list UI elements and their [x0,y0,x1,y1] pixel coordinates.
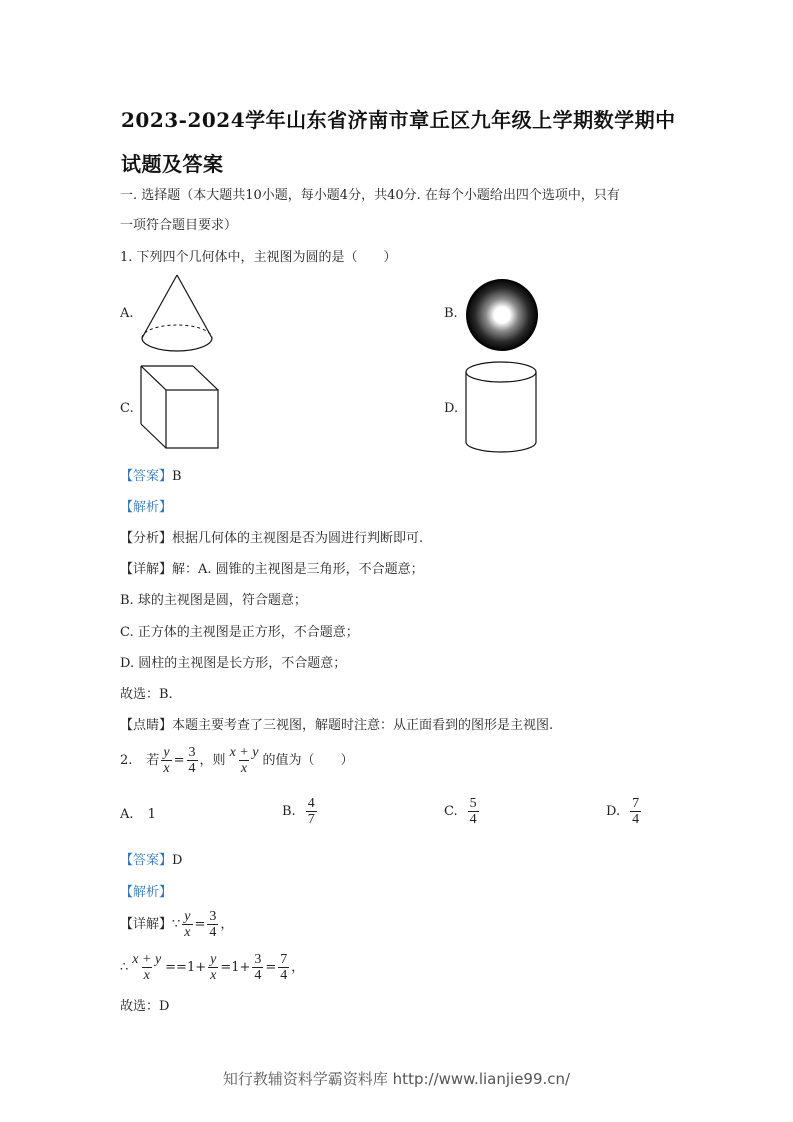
because-symbol: ∵ [172,916,181,932]
fraction-y-over-x: $\frac{y}{x}$ [210,952,217,983]
q2-option-b: B. $\frac{4}{7}$ [282,796,315,827]
fraction-xy-over-x: $\frac{x + y}{x}$ [229,745,259,776]
q2-choose: 故选：D [120,999,170,1014]
answer-value: D [172,853,183,868]
q1-option-c-label: C. [120,401,134,416]
cylinder-figure [464,360,538,456]
q1-analysis-tag: 【解析】 [120,500,173,515]
fraction-3-over-4: $\frac{3}{4}$ [254,952,262,983]
q1-answer [120,468,182,486]
q2-number: 2. [120,752,133,768]
q1-option-b-label: B. [444,306,458,321]
q2-then: ，则 [199,752,226,768]
footer-link[interactable]: 知行教辅资料学霸资料库 http://www.lianjie99.cn/ [222,1070,571,1088]
q1-stem: 1. 下列四个几何体中，主视图为圆的是（ ） [120,250,397,265]
fraction-xy-over-x: $\frac{x + y}{x}$ [132,952,162,983]
q1-choose: 故选：B. [120,687,173,702]
fraction-7-over-4: $\frac{7}{4}$ [280,952,288,983]
detail-tag: 【详解】 [120,916,173,932]
fraction-3-over-4: $\frac{3}{4}$ [209,909,217,940]
q1-detail: 【详解】解：A. 圆锥的主视图是三角形，不合题意； [120,562,424,577]
cone-figure [136,272,220,356]
fraction-3-over-4: $\frac{3}{4}$ [188,745,196,776]
q2-option-d: D. $\frac{7}{4}$ [606,796,640,827]
q1-option-d-label: D. [444,401,459,416]
q1-detail-b: B. 球的主视图是圆，符合题意； [120,593,307,608]
sphere-figure [465,278,539,352]
q2-option-a: A. 1 [120,807,156,822]
fraction-y-over-x: $\frac{y}{x}$ [163,745,170,776]
fraction-7-over-4: $\frac{7}{4}$ [632,796,640,827]
cube-figure [138,362,224,454]
q1-detail-d: D. 圆柱的主视图是长方形，不合题意； [120,656,347,671]
therefore-symbol: ∴ [120,959,129,975]
q1-option-a-label: A. [120,306,134,321]
section-heading-continued: 一项符合题目要求） [120,218,238,233]
q2-ruo: 若 [146,752,160,768]
answer-tag: 【答案】 [120,469,173,484]
q2-answer [120,852,182,870]
answer-value: B [172,469,182,484]
q1-detail-c: C. 正方体的主视图是正方形，不合题意； [120,625,359,640]
q1-comment: 【点睛】本题主要考查了三视图，解题时注意：从正面看到的图形是主视图. [120,718,554,733]
answer-tag: 【答案】 [120,853,173,868]
section-heading: 一. 选择题（本大题共10小题，每小题4分，共40分. 在每个小题给出四个选项中，只有 [120,188,620,203]
q2-stem [120,745,353,776]
q2-tail: 的值为（ ） [262,752,354,768]
page-title-continued: 试题及答案 [121,152,224,176]
page-title: 2023-2024学年山东省济南市章丘区九年级上学期数学期中 [121,108,676,132]
q2-derivation: ∴ $\frac{x + y}{x}$ ==1+ $\frac{y}{x}$ =1+ $\frac{3}{4}$ = $\frac{7}{4}$ ， [120,952,305,983]
q2-analysis-tag: 【解析】 [120,885,173,900]
fraction-5-over-4: $\frac{5}{4}$ [469,796,477,827]
fraction-y-over-x: $\frac{y}{x}$ [184,909,191,940]
q2-detail: 【详解】 ∵ $\frac{y}{x}$ = $\frac{3}{4}$ ， [120,909,234,940]
q1-fenxi: 【分析】根据几何体的主视图是否为圆进行判断即可. [120,531,424,546]
equals-sign: = [173,752,185,768]
fraction-4-over-7: $\frac{4}{7}$ [307,796,315,827]
q2-option-c: C. $\frac{5}{4}$ [444,796,477,827]
